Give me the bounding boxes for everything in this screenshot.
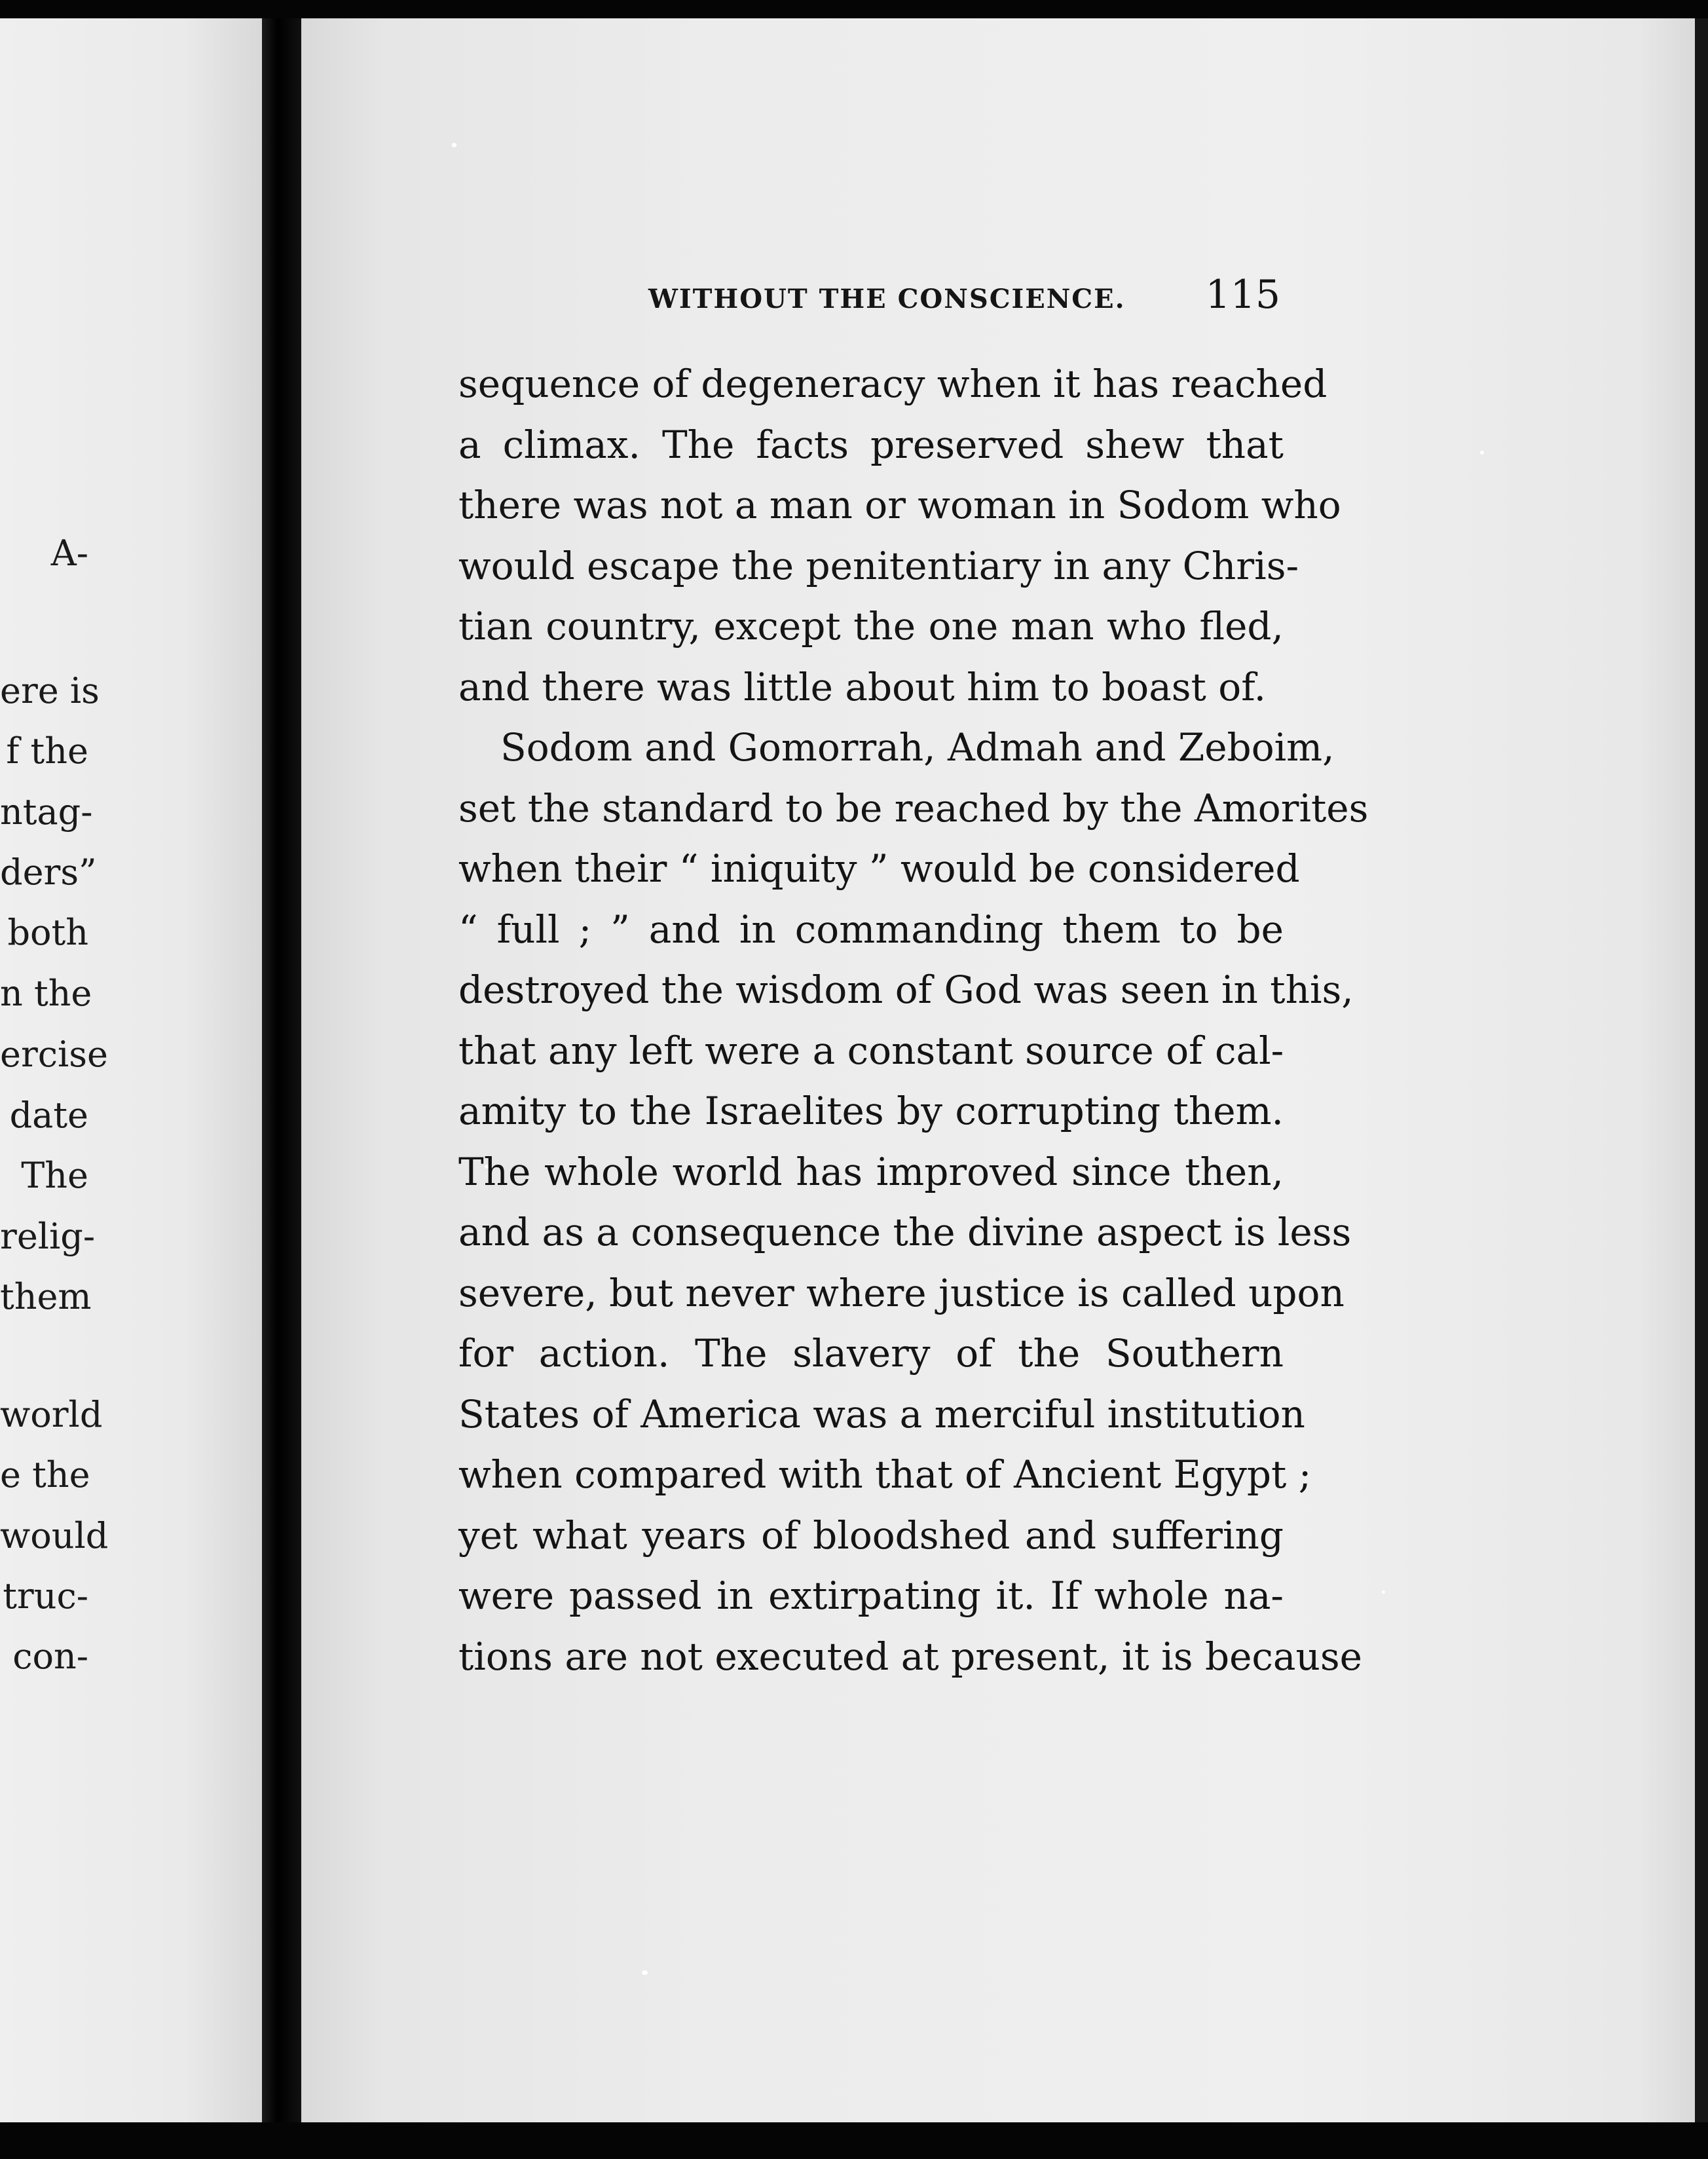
text-line: tions are not executed at present, it is because xyxy=(458,1634,1362,1679)
text-line: amity to the Israelites by corrupting them. xyxy=(458,1089,1284,1133)
page-header xyxy=(648,272,1287,318)
text-line: severe, but never where justice is called upon xyxy=(458,1270,1345,1315)
text-line: were passed in extirpating it. If whole na- xyxy=(458,1573,1284,1618)
scan-bottom-border xyxy=(0,2122,1708,2159)
text-line: States of America was a merciful institution xyxy=(458,1391,1305,1436)
left-page-fragment: A- xyxy=(50,533,88,574)
left-page-fragment: f the xyxy=(6,730,88,772)
text-line: would escape the penitentiary in any Chris- xyxy=(458,543,1299,588)
text-line: there was not a man or woman in Sodom who xyxy=(458,483,1341,527)
text-line: “ full ; ” and in commanding them to be xyxy=(458,907,1284,952)
left-page-fragment: The xyxy=(21,1155,88,1196)
scan-top-border xyxy=(0,0,1708,18)
text-line: a climax. The facts preserved shew that xyxy=(458,422,1284,467)
text-line: destroyed the wisdom of God was seen in this, xyxy=(458,967,1354,1012)
text-line: set the standard to be reached by the Amorites xyxy=(458,785,1369,831)
left-page-fragment: relig- xyxy=(0,1216,96,1257)
scan-speck xyxy=(1480,451,1484,455)
scan-right-border xyxy=(1695,18,1708,2134)
text-line: The whole world has improved since then, xyxy=(458,1149,1284,1194)
left-page-fragment: ercise xyxy=(0,1034,108,1075)
text-line: tian country, except the one man who fled, xyxy=(458,604,1284,648)
left-page-fragment: both xyxy=(7,912,88,953)
text-line: when compared with that of Ancient Egypt ; xyxy=(458,1452,1312,1497)
left-page-fragment: e the xyxy=(0,1454,90,1495)
left-page xyxy=(0,18,262,2134)
text-line: Sodom and Gomorrah, Admah and Zeboim, xyxy=(500,725,1335,770)
text-line: that any left were a constant source of cal- xyxy=(458,1028,1284,1073)
text-line: when their “ iniquity ” would be considered xyxy=(458,846,1300,891)
left-page-fragment: ntag- xyxy=(0,791,93,833)
text-line: for action. The slavery of the Southern xyxy=(458,1331,1284,1376)
page-body-text xyxy=(458,354,1369,1687)
left-page-fragment: them xyxy=(0,1276,92,1317)
book-gutter xyxy=(262,18,301,2134)
left-page-fragment: ders” xyxy=(0,852,97,893)
left-page-fragment: date xyxy=(9,1095,88,1136)
left-page-fragment: ere is xyxy=(0,670,100,711)
scan-speck xyxy=(452,143,456,147)
left-page-fragment: n the xyxy=(0,973,92,1014)
left-page-fragment: would xyxy=(0,1515,109,1556)
scan-speck xyxy=(1382,1590,1385,1594)
text-line: yet what years of bloodshed and suffering xyxy=(458,1512,1284,1558)
running-head: WITHOUT THE CONSCIENCE. xyxy=(648,284,1126,314)
text-line: sequence of degeneracy when it has reached xyxy=(458,362,1327,406)
text-line: and there was little about him to boast of. xyxy=(458,664,1267,709)
text-line: and as a consequence the divine aspect is less xyxy=(458,1210,1352,1254)
left-page-fragment: con- xyxy=(12,1636,88,1677)
left-page-fragment: world xyxy=(0,1394,103,1435)
left-page-fragment: truc- xyxy=(3,1575,88,1617)
page-number: 115 xyxy=(1205,272,1280,318)
scan-speck xyxy=(642,1970,648,1975)
